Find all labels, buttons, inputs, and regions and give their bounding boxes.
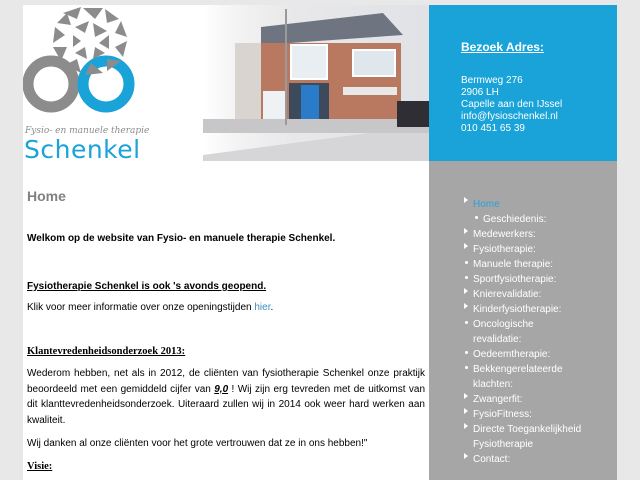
nav-item-oncologische-revalidatie[interactable] [473, 317, 534, 347]
brand-tagline: Fysio- en manuele therapie [25, 126, 150, 136]
arrow-bullet-icon [464, 288, 468, 294]
welcome-text: Welkom op de website van Fysio- en manuele therapie Schenkel. [27, 233, 336, 244]
practice-building-photo [203, 5, 429, 161]
dot-bullet-icon [465, 321, 468, 324]
survey-text [27, 366, 425, 428]
sidebar-nav [429, 161, 617, 480]
address-phone: 010 451 65 39 [461, 123, 525, 134]
address-title: Bezoek Adres: [461, 40, 544, 54]
nav-item-knierevalidatie[interactable]: Knierevalidatie: [473, 289, 542, 300]
nav-item-geschiedenis[interactable]: Geschiedenis: [483, 214, 547, 225]
opening-hours-suffix: . [270, 302, 274, 313]
main-content [23, 161, 429, 480]
address-postcode: 2906 LH [461, 87, 499, 98]
evening-notice: Fysiotherapie Schenkel is ook 's avonds geopend. [27, 281, 267, 292]
dot-bullet-icon [475, 216, 478, 219]
nav-item-directe-toegankelijkheid[interactable] [473, 422, 581, 452]
address-email[interactable]: info@fysioschenkel.nl [461, 111, 558, 122]
thanks-text: Wij danken al onze cliënten voor het grote vertrouwen dat ze in ons hebben!" [27, 438, 368, 449]
dot-bullet-icon [465, 351, 468, 354]
nav-item-fysiofitness[interactable]: FysioFitness: [473, 409, 532, 420]
arrow-bullet-icon [464, 197, 468, 203]
nav-item-oedeemtherapie[interactable]: Oedeemtherapie: [473, 349, 551, 360]
page-title: Home [27, 188, 66, 204]
dot-bullet-icon [465, 261, 468, 264]
address-street: Bermweg 276 [461, 75, 523, 86]
address-city: Capelle aan den IJssel [461, 99, 563, 110]
nav-item-oncologische-line2: revalidatie: [473, 334, 522, 345]
nav-item-directe-line2: Fysiotherapie [473, 439, 534, 450]
survey-heading: Klantevredenheidsonderzoek 2013: [27, 346, 186, 357]
nav-item-fysiotherapie[interactable]: Fysiotherapie: [473, 244, 536, 255]
nav-item-directe-line1: Directe Toegankelijkheid [473, 424, 582, 435]
nav-item-medewerkers[interactable]: Medewerkers: [473, 229, 536, 240]
nav-item-home[interactable]: Home [473, 199, 500, 210]
arrow-bullet-icon [464, 393, 468, 399]
survey-text-part2: ! Wij zijn erg tevreden met de uitkomst van dit klanttevredenheidsonderzoek. Uiteraard zullen wij in 2014 ook weer hard werken aan kwaliteit. [27, 383, 425, 426]
arrow-bullet-icon [464, 423, 468, 429]
nav-item-sportfysiotherapie[interactable]: Sportfysiotherapie: [473, 274, 557, 285]
nav-item-manuele-therapie[interactable]: Manuele therapie: [473, 259, 554, 270]
header [23, 5, 617, 164]
vision-heading: Visie: [27, 461, 53, 472]
brand-name: Schenkel [24, 135, 141, 164]
survey-score: 9,0 [214, 383, 229, 395]
dot-bullet-icon [465, 276, 468, 279]
arrow-bullet-icon [464, 408, 468, 414]
nav-item-bekken-line1: Bekkengerelateerde [473, 364, 563, 375]
nav-item-kinderfysiotherapie[interactable]: Kinderfysiotherapie: [473, 304, 562, 315]
nav-item-zwangerfit[interactable]: Zwangerfit: [473, 394, 523, 405]
dot-bullet-icon [465, 366, 468, 369]
nav-item-contact[interactable]: Contact: [473, 454, 511, 465]
survey-text-part1: Wederom hebben, net als in 2012, de cliënten van fysiotherapie Schenkel onze praktijk beoordeeld met een gemiddeld cijfer van [27, 368, 425, 395]
opening-hours-link[interactable]: hier [254, 302, 271, 313]
arrow-bullet-icon [464, 303, 468, 309]
arrow-bullet-icon [464, 243, 468, 249]
opening-hours-prefix: Klik voor meer informatie over onze openingstijden [27, 302, 255, 313]
opening-hours-text [27, 300, 425, 316]
page [23, 5, 617, 480]
arrow-bullet-icon [464, 228, 468, 234]
nav-item-oncologische-line1: Oncologische [473, 319, 534, 330]
address-panel [429, 5, 617, 161]
nav-item-bekkengerelateerde-klachten[interactable] [473, 362, 563, 392]
swirl-logo-icon [23, 5, 203, 130]
nav-item-bekken-line2: klachten: [473, 379, 514, 390]
arrow-bullet-icon [464, 453, 468, 459]
logo[interactable] [23, 5, 203, 164]
